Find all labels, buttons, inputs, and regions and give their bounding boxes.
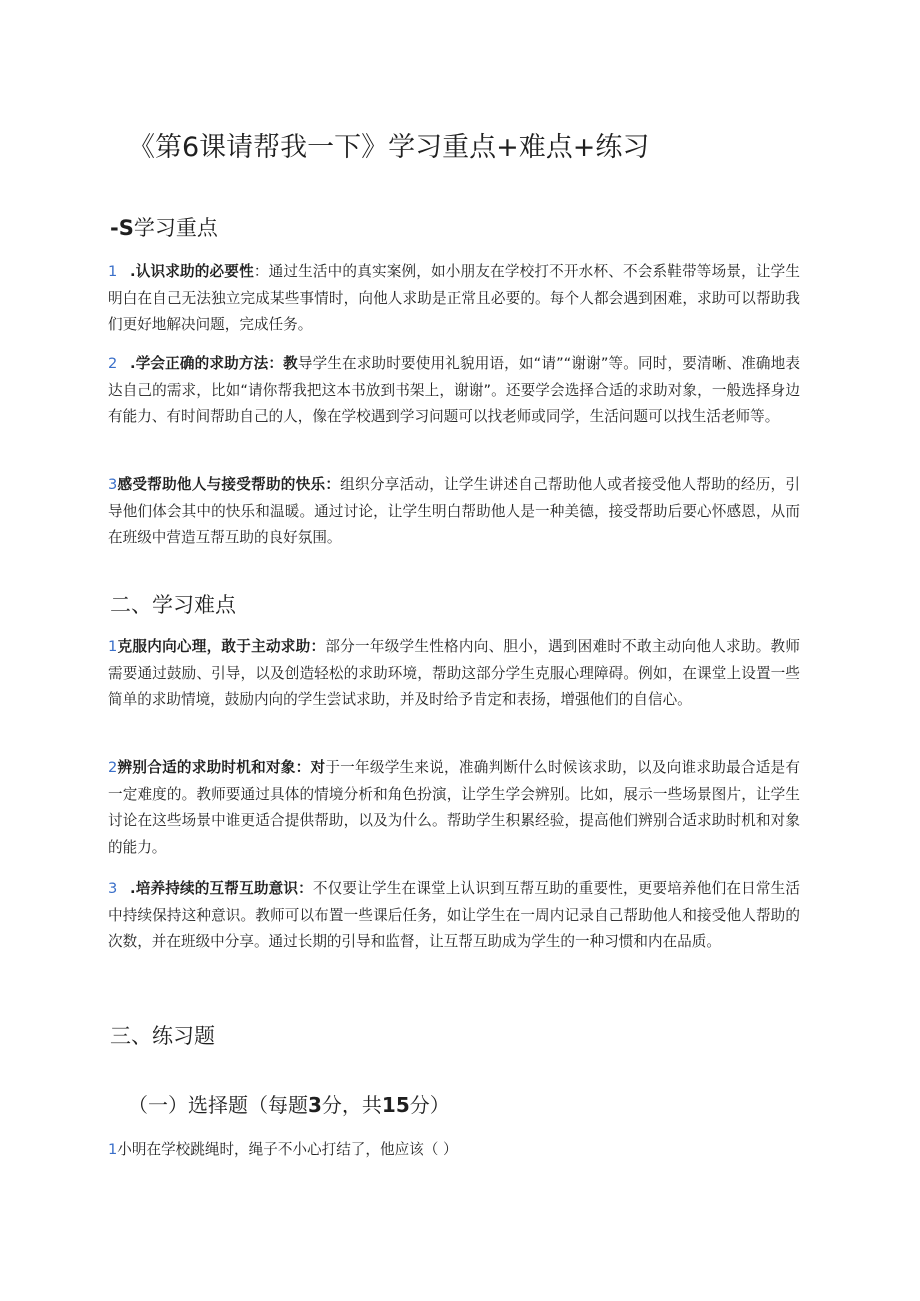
section-label: 学习重点 <box>133 216 218 240</box>
points-per-question: 3 <box>308 1093 322 1117</box>
subsection-text: 分，共 <box>321 1093 382 1117</box>
item-text: 部分一年级学生性格内向、胆小，遇到困难时不敢主动向他人求助。教师需要通过鼓励、引导，以及创造轻松的求助环境，帮助这部分学生克服心理障碍。例如，在课堂上设置一些简单的求助情境，鼓励内向的学生尝试求助，并及时给予肯定和表扬，增强他们的自信心。 <box>108 638 800 708</box>
total-points: 15 <box>381 1093 410 1117</box>
section-heading-difficulty: 二、学习难点 <box>110 593 236 617</box>
item-lead: .学会正确的求助方法：教 <box>130 355 298 372</box>
question-item <box>108 1137 458 1163</box>
item-text: 不仅要让学生在课堂上认识到互帮互助的重要性，更要培养他们在日常生活中持续保持这种意识。教师可以布置一些课后任务，如让学生在一周内记录自己帮助他人和接受他人帮助的次数，并在班级中分享。通过长期的引导和监督，让互帮互助成为学生的一种习惯和内在品质。 <box>108 880 800 950</box>
question-number: 1 <box>108 1141 118 1158</box>
subsection-heading-choice <box>128 1090 450 1120</box>
item-lead: 感受帮助他人与接受帮助的快乐： <box>117 476 341 493</box>
subsection-text: （一）选择题（每题 <box>128 1093 308 1117</box>
section-heading-focus <box>110 213 218 243</box>
item-text: 组织分享活动，让学生讲述自己帮助他人或者接受他人帮助的经历，引导他们体会其中的快乐和温暖。通过讨论，让学生明白帮助他人是一种美德，接受帮助后要心怀感恩，从而在班级中营造互帮互助的良好氛围。 <box>108 476 800 546</box>
item-lead: 克服内向心理，敢于主动求助： <box>117 638 326 655</box>
list-item <box>108 755 800 861</box>
item-number: 3 <box>108 880 118 897</box>
item-number: 2 <box>108 759 118 776</box>
list-item <box>108 876 800 956</box>
list-item <box>108 472 800 552</box>
item-lead: .培养持续的互帮互助意识： <box>130 880 313 897</box>
list-item <box>108 259 800 339</box>
item-text: ：通过生活中的真实案例，如小朋友在学校打不开水杯、不会系鞋带等场景，让学生明白在自己无法独立完成某些事情时，向他人求助是正常且必要的。每个人都会遇到困难，求助可以帮助我们更好地解决问题，完成任务。 <box>108 263 800 333</box>
subsection-text: 分） <box>409 1093 450 1117</box>
question-text: 小明在学校跳绳时，绳子不小心打结了，他应该（ ） <box>117 1141 458 1158</box>
item-number: 2 <box>108 355 118 372</box>
section-heading-practice: 三、练习题 <box>110 1024 215 1048</box>
list-item <box>108 634 800 714</box>
item-number: 1 <box>108 263 118 280</box>
item-lead: .认识求助的必要性 <box>130 263 254 280</box>
item-text: 于一年级学生来说，准确判断什么时候该求助，以及向谁求助最合适是有一定难度的。教师要通过具体的情境分析和角色扮演，让学生学会辨别。比如，展示一些场景图片，让学生讨论在这些场景中谁更适合提供帮助，以及为什么。帮助学生积累经验，提高他们辨别合适求助时机和对象的能力。 <box>108 759 800 856</box>
section-prefix: -S <box>110 216 134 240</box>
page-title: 《第6课请帮我一下》学习重点+难点+练习 <box>128 132 650 163</box>
item-number: 1 <box>108 638 118 655</box>
list-item <box>108 351 800 431</box>
item-lead: 辨别合适的求助时机和对象：对 <box>117 759 326 776</box>
item-text: 导学生在求助时要使用礼貌用语，如“请”“谢谢”等。同时，要清晰、准确地表达自己的需求，比如“请你帮我把这本书放到书架上，谢谢”。还要学会选择合适的求助对象，一般选择身边有能力、有时间帮助自己的人，像在学校遇到学习问题可以找老师或同学，生活问题可以找生活老师等。 <box>108 355 801 425</box>
item-number: 3 <box>108 476 118 493</box>
